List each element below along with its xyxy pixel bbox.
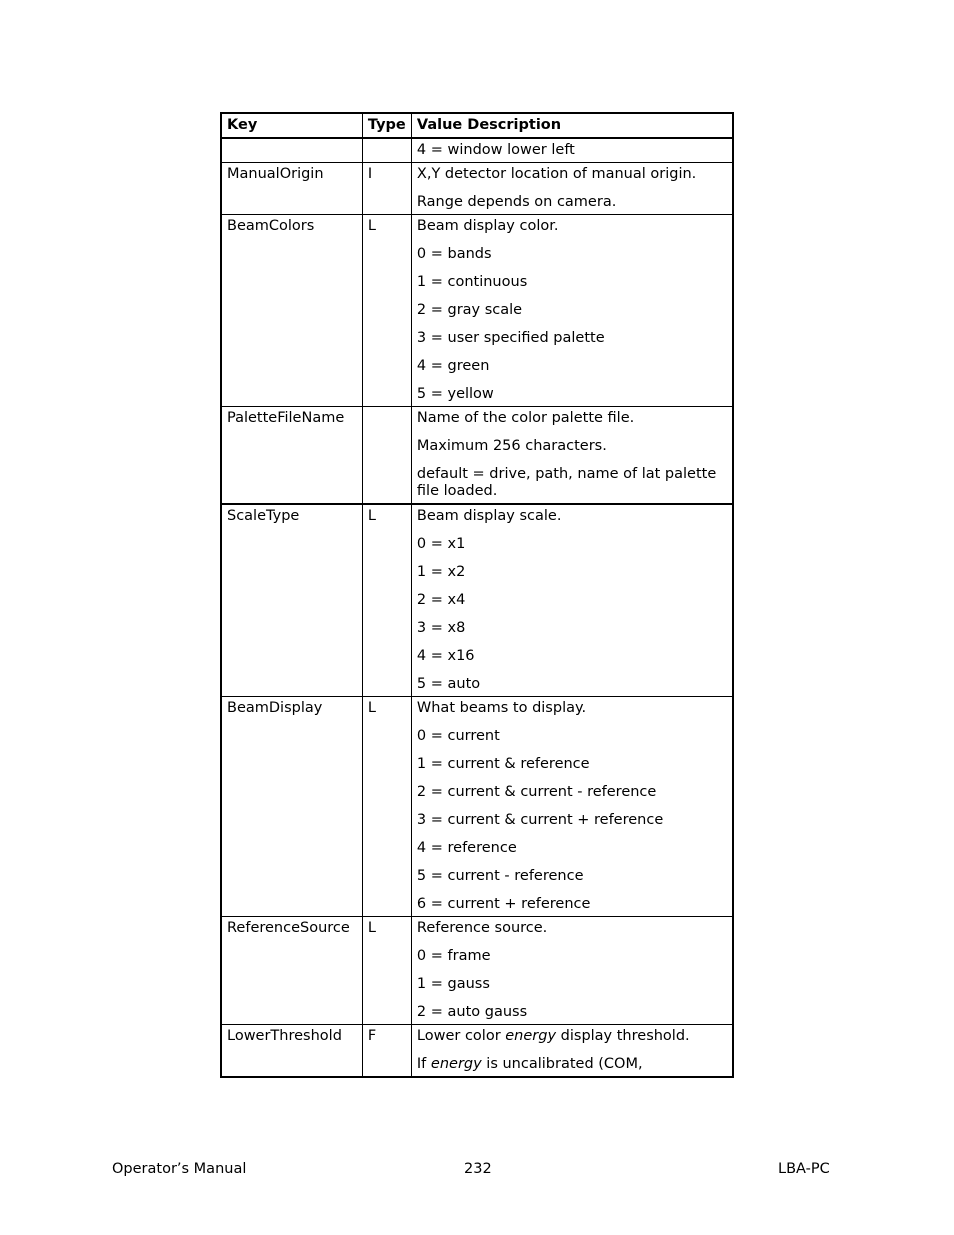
- cell-desc: [411, 917, 733, 1025]
- desc-emphasis: energy: [430, 1056, 482, 1072]
- footer-manual-title: Operator’s Manual: [112, 1161, 247, 1177]
- table-row: [221, 215, 733, 407]
- desc-line: 4 = x16: [416, 648, 475, 664]
- desc-line: 3 = x8: [416, 620, 466, 636]
- footer-page-number: 232: [464, 1161, 492, 1177]
- desc-line: Beam display scale.: [416, 508, 562, 524]
- cell-desc: [411, 138, 733, 163]
- cell-key: PaletteFileName: [221, 407, 362, 505]
- table-row: [221, 138, 733, 163]
- cell-desc: [411, 163, 733, 215]
- cell-desc: [411, 1025, 733, 1078]
- desc-line: [417, 1056, 727, 1073]
- desc-line: 0 = x1: [416, 536, 466, 552]
- desc-line: 2 = auto gauss: [416, 1004, 528, 1020]
- table-row: [221, 504, 733, 697]
- desc-line: 4 = reference: [416, 840, 517, 856]
- desc-line: 1 = current & reference: [416, 756, 590, 772]
- cell-type: L: [362, 697, 411, 917]
- cell-key: ScaleType: [221, 504, 362, 697]
- cell-desc: [411, 504, 733, 697]
- cell-type: [362, 407, 411, 505]
- header-type: Type: [362, 113, 411, 138]
- desc-line: 0 = current: [416, 728, 500, 744]
- table-header-row: [221, 113, 733, 138]
- cell-type: F: [362, 1025, 411, 1078]
- desc-line: default = drive, path, name of lat palette file loaded.: [416, 466, 717, 499]
- desc-line: 2 = gray scale: [416, 302, 523, 318]
- desc-line: Maximum 256 characters.: [416, 438, 607, 454]
- desc-line: [417, 1028, 727, 1045]
- cell-key: BeamColors: [221, 215, 362, 407]
- table-row: [221, 163, 733, 215]
- desc-line: 0 = frame: [416, 948, 491, 964]
- desc-line: What beams to display.: [416, 700, 587, 716]
- desc-line: X,Y detector location of manual origin.: [416, 166, 697, 182]
- desc-line: 1 = x2: [416, 564, 466, 580]
- cell-desc: [411, 697, 733, 917]
- desc-line: 1 = continuous: [416, 274, 528, 290]
- table-row: [221, 697, 733, 917]
- cell-type: L: [362, 917, 411, 1025]
- desc-line: 5 = current - reference: [416, 868, 584, 884]
- header-key: Key: [221, 113, 362, 138]
- cell-type: [362, 138, 411, 163]
- cell-desc: [411, 215, 733, 407]
- desc-line: Beam display color.: [416, 218, 559, 234]
- desc-line: 4 = green: [416, 358, 490, 374]
- desc-line: 6 = current + reference: [416, 896, 591, 912]
- desc-text: If: [416, 1056, 431, 1072]
- cell-key: ReferenceSource: [221, 917, 362, 1025]
- parameter-table: [220, 112, 734, 1078]
- cell-desc: [411, 407, 733, 505]
- footer-product-name: LBA-PC: [778, 1161, 830, 1177]
- desc-line: 4 = window lower left: [416, 142, 575, 158]
- table-row: [221, 1025, 733, 1078]
- desc-line: 5 = yellow: [416, 386, 494, 402]
- cell-key: [221, 138, 362, 163]
- desc-text: is uncalibrated (COM,: [481, 1056, 643, 1072]
- cell-type: L: [362, 215, 411, 407]
- cell-key: LowerThreshold: [221, 1025, 362, 1078]
- desc-line: 5 = auto: [416, 676, 481, 692]
- desc-line: 0 = bands: [416, 246, 492, 262]
- cell-type: L: [362, 504, 411, 697]
- desc-line: 2 = current & current - reference: [416, 784, 657, 800]
- desc-text: display threshold.: [556, 1028, 690, 1044]
- desc-line: 3 = user specified palette: [416, 330, 605, 346]
- table-row: [221, 407, 733, 505]
- cell-key: BeamDisplay: [221, 697, 362, 917]
- desc-line: Range depends on camera.: [416, 194, 617, 210]
- cell-key: ManualOrigin: [221, 163, 362, 215]
- desc-line: 1 = gauss: [416, 976, 490, 992]
- desc-line: Reference source.: [416, 920, 548, 936]
- desc-line: Name of the color palette file.: [416, 410, 635, 426]
- desc-emphasis: energy: [505, 1028, 557, 1044]
- desc-line: 3 = current & current + reference: [416, 812, 664, 828]
- cell-type: I: [362, 163, 411, 215]
- header-value-description: Value Description: [411, 113, 733, 138]
- table-row: [221, 917, 733, 1025]
- desc-line: 2 = x4: [416, 592, 466, 608]
- desc-text: Lower color: [416, 1028, 506, 1044]
